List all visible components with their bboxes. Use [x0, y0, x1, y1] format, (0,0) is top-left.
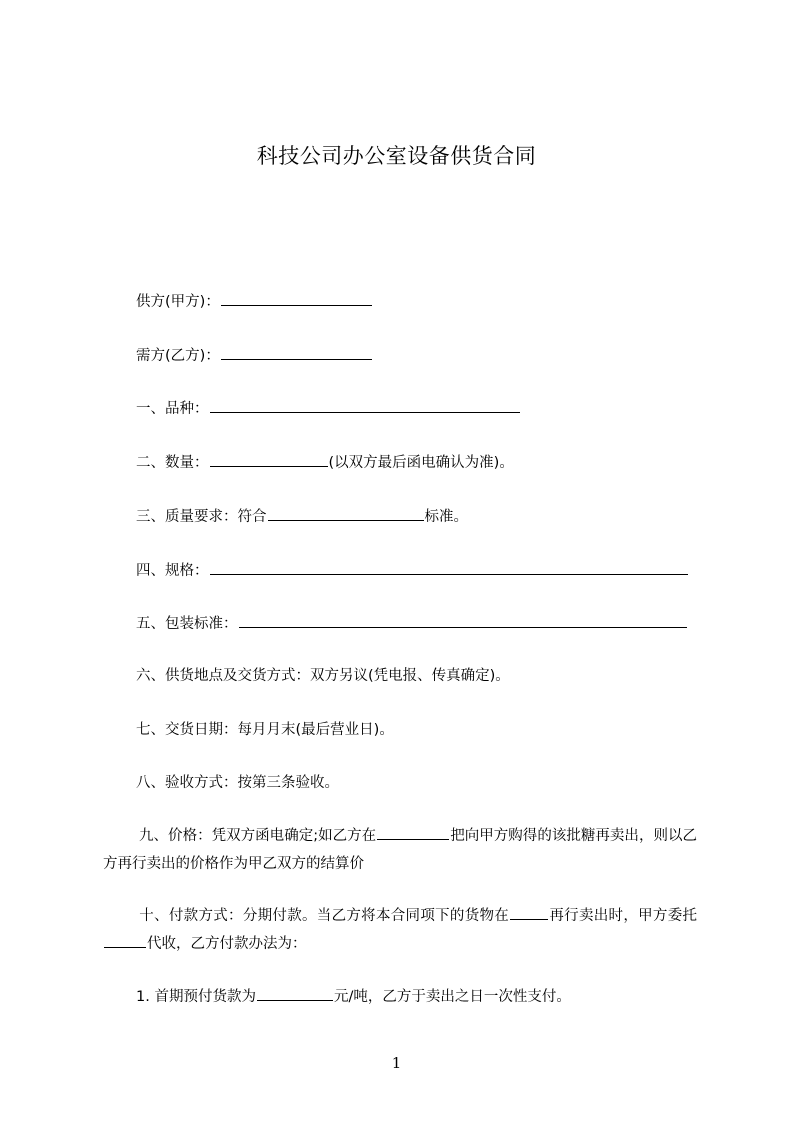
quality-line [136, 506, 468, 527]
installment-part-1: 1. 首期预付货款为 [136, 989, 256, 1005]
quantity-note: (以双方最后函电确认为准)。 [328, 455, 514, 471]
quantity-blank [210, 452, 328, 467]
installment-blank [257, 986, 333, 1001]
payment-part-3: 代收，乙方付款办法为： [147, 936, 307, 952]
installment-line [136, 986, 571, 1007]
supplier-label: 供方(甲方)： [136, 294, 220, 310]
variety-blank [210, 398, 520, 413]
supplier-blank [221, 291, 372, 306]
quantity-line [136, 452, 514, 473]
payment-blank-1 [510, 905, 548, 920]
payment-clause [103, 902, 697, 958]
variety-label: 一、品种： [136, 401, 209, 417]
contract-title: 科技公司办公室设备供货合同 [256, 144, 537, 168]
spec-blank [210, 560, 688, 575]
delivery-place-clause: 六、供货地点及交货方式：双方另议(凭电报、传真确定)。 [136, 668, 510, 684]
price-part-2: 把向甲方购得的该批糖再卖出，则以乙方再行卖出的价格作为甲乙双方的结算价 [103, 828, 697, 872]
delivery-date-clause: 七、交货日期：每月月末(最后营业日)。 [136, 722, 394, 738]
price-clause [103, 822, 697, 878]
packaging-blank [239, 613, 687, 628]
quality-suffix: 标准。 [424, 509, 468, 525]
spec-label: 四、规格： [136, 563, 209, 579]
buyer-line [136, 345, 373, 366]
payment-part-1: 十、付款方式：分期付款。当乙方将本合同项下的货物在 [139, 908, 510, 924]
packaging-line [136, 613, 688, 634]
packaging-label: 五、包装标准： [136, 616, 238, 632]
price-blank [377, 825, 449, 840]
installment-part-2: 元/吨，乙方于卖出之日一次性支付。 [333, 989, 571, 1005]
buyer-label: 需方(乙方)： [136, 348, 220, 364]
inspection-clause: 八、验收方式：按第三条验收。 [136, 775, 339, 791]
buyer-blank [221, 345, 372, 360]
page-number: 1 [391, 1054, 402, 1072]
price-part-1: 九、价格：凭双方函电确定;如乙方在 [139, 828, 377, 844]
variety-line [136, 398, 521, 419]
quantity-label: 二、数量： [136, 455, 209, 471]
payment-part-2: 再行卖出时，甲方委托 [549, 908, 698, 924]
quality-label: 三、质量要求：符合 [136, 509, 267, 525]
quality-blank [268, 506, 424, 521]
spec-line [136, 560, 689, 581]
supplier-line [136, 291, 373, 312]
payment-blank-2 [104, 933, 146, 948]
